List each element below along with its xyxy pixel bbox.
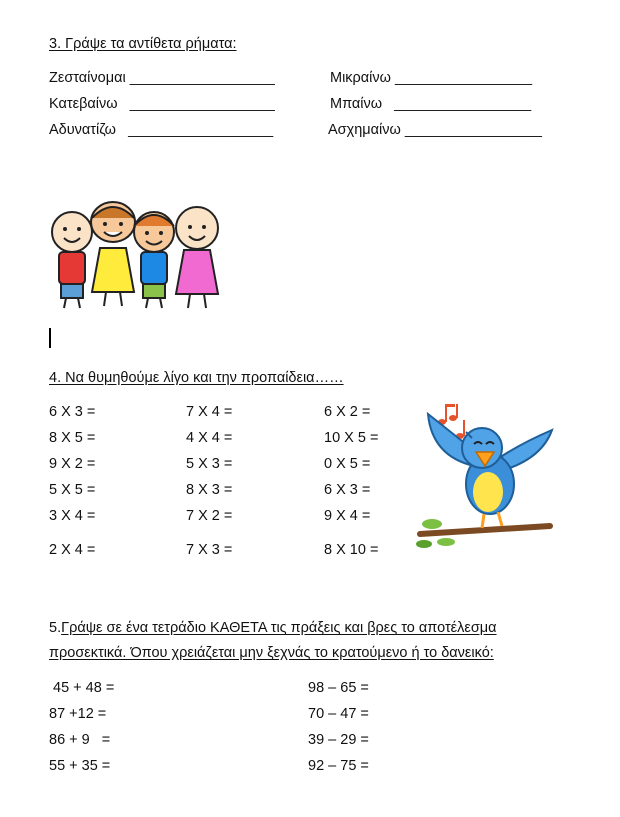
multiplication-item: 6 X 3 =: [49, 404, 96, 420]
subtraction-item: 39 – 29 =: [308, 732, 369, 748]
multiplication-item: 10 X 5 =: [324, 430, 379, 446]
subtraction-item: 70 – 47 =: [308, 706, 369, 722]
section-5-number: 5.: [49, 620, 62, 636]
addition-item: 87 +12 =: [49, 706, 107, 722]
addition-item: 86 + 9 =: [49, 732, 111, 748]
text-cursor: [49, 328, 51, 348]
multiplication-item: 2 X 4 =: [49, 542, 96, 558]
multiplication-item: 5 X 5 =: [49, 482, 96, 498]
antonym-line: Μπαίνω _________________: [330, 96, 532, 112]
multiplication-item: 7 X 3 =: [186, 542, 233, 558]
multiplication-item: 6 X 2 =: [324, 404, 371, 420]
section-5-line-1: [49, 620, 497, 636]
multiplication-item: 0 X 5 =: [324, 456, 371, 472]
multiplication-item: 9 X 4 =: [324, 508, 371, 524]
multiplication-item: 7 X 4 =: [186, 404, 233, 420]
four-children-illustration: [48, 196, 230, 314]
multiplication-item: 4 X 4 =: [186, 430, 233, 446]
multiplication-item: 3 X 4 =: [49, 508, 96, 524]
singing-bird-illustration: [412, 396, 557, 556]
section-4-heading: 4. Να θυμηθούμε λίγο και την προπαίδεια……: [49, 370, 344, 386]
subtraction-item: 98 – 65 =: [308, 680, 369, 696]
multiplication-item: 6 X 3 =: [324, 482, 371, 498]
section-3-heading: 3. Γράψε τα αντίθετα ρήματα:: [49, 36, 237, 52]
multiplication-item: 5 X 3 =: [186, 456, 233, 472]
multiplication-item: 9 X 2 =: [49, 456, 96, 472]
multiplication-item: 7 X 2 =: [186, 508, 233, 524]
multiplication-item: 8 X 5 =: [49, 430, 96, 446]
antonym-line: Ασχημαίνω _________________: [328, 122, 542, 138]
multiplication-item: 8 X 3 =: [186, 482, 233, 498]
section-5-line-2: προσεκτικά. Όπου χρειάζεται μην ξεχνάς το κρατούμενο ή το δανεικό:: [49, 645, 494, 661]
antonym-line: Μικραίνω _________________: [330, 70, 533, 86]
multiplication-item: 8 X 10 =: [324, 542, 379, 558]
addition-item: 55 + 35 =: [49, 758, 111, 774]
antonym-line: Κατεβαίνω __________________: [49, 96, 275, 112]
subtraction-item: 92 – 75 =: [308, 758, 369, 774]
section-5-instruction: Γράψε σε ένα τετράδιο ΚΑΘΕΤΑ τις πράξεις και βρες το αποτέλεσμα: [61, 620, 497, 636]
antonym-line: Ζεσταίνομαι __________________: [49, 70, 275, 86]
addition-item: 45 + 48 =: [49, 680, 115, 696]
antonym-line: Αδυνατίζω __________________: [49, 122, 274, 138]
